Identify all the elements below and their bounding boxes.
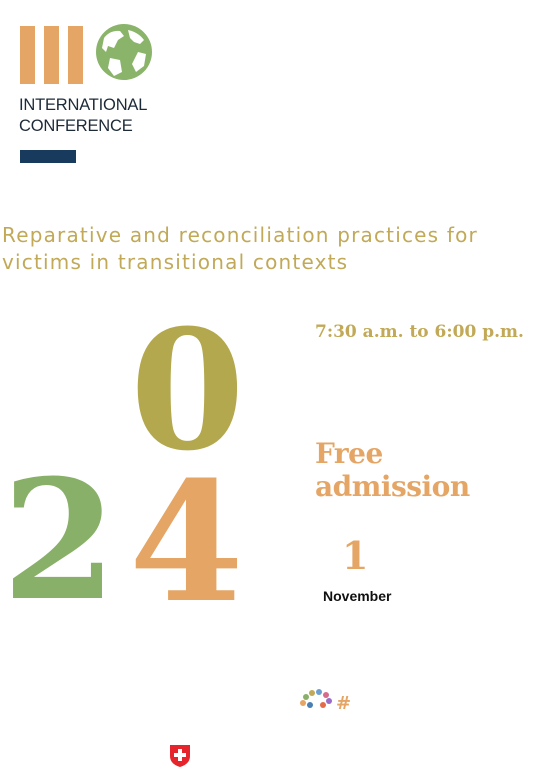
year-digit-4: 4 [129, 445, 244, 639]
partner-logo-icon [298, 689, 352, 713]
globe-icon [94, 22, 154, 82]
event-time: 7:30 a.m. to 6:00 p.m. [315, 322, 524, 342]
year-digit-0: 0 [130, 293, 245, 487]
conference-subtitle: Reparative and reconciliation practices for victims in transitional contexts [2, 223, 478, 274]
title-line-2: CONFERENCE [19, 117, 133, 135]
admission-label: Free admission [315, 437, 470, 503]
swiss-emblem-icon [169, 744, 191, 768]
svg-text:#: # [336, 693, 352, 713]
conference-title [19, 95, 219, 137]
event-day: 1 [342, 533, 369, 578]
event-month: November [323, 588, 392, 604]
title-line-1: INTERNATIONAL [19, 96, 148, 114]
roman-numeral-logo [20, 26, 84, 84]
year-digit-2: 2 [2, 443, 117, 637]
accent-bar [20, 150, 76, 163]
